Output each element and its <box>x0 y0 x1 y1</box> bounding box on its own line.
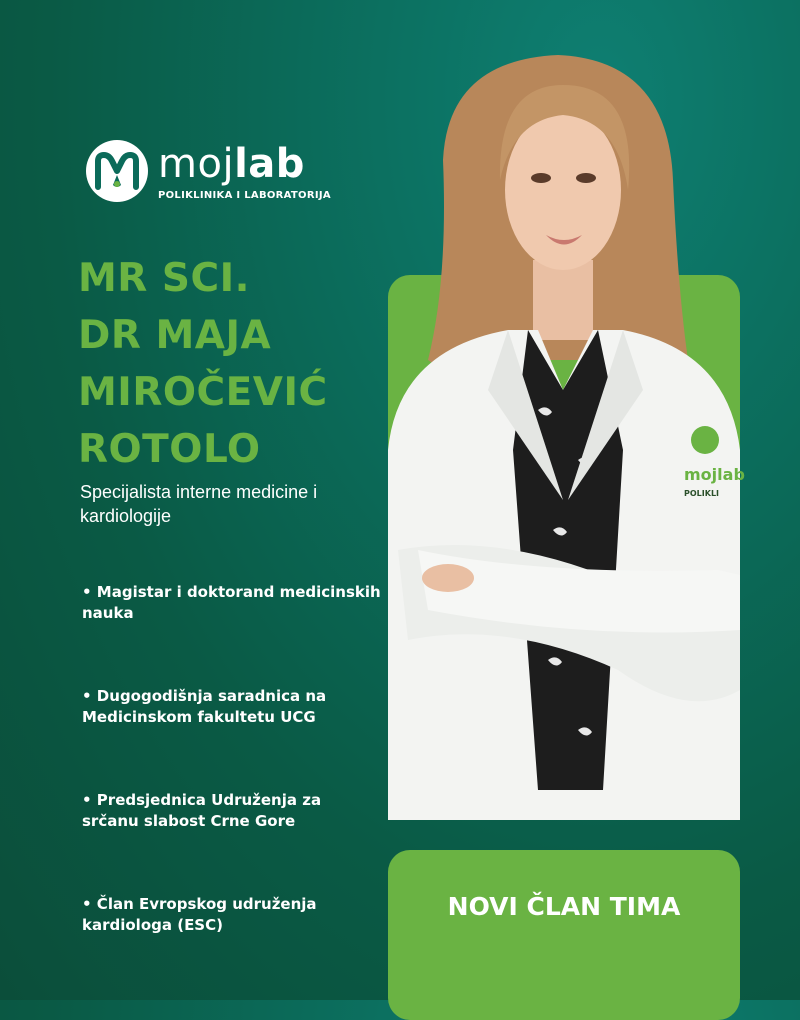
svg-text:POLIKLI: POLIKLI <box>684 489 720 498</box>
brand-name: mojlab <box>158 140 305 187</box>
doctor-name-heading <box>78 250 328 478</box>
title-line: MR SCI. <box>78 256 250 301</box>
title-line: ROTOLO <box>78 427 261 472</box>
specialty-subtitle: Specijalista interne medicine i kardiologije <box>80 482 318 526</box>
title-line: DR MAJA <box>78 313 272 358</box>
new-team-member-banner <box>388 850 740 1020</box>
brand-tagline: POLIKLINIKA I LABORATORIJA <box>158 189 331 201</box>
credential-item: • Predsjednica Udruženja za srčanu slabost Crne Gore <box>82 791 322 830</box>
title-line: MIROČEVIĆ <box>78 370 328 415</box>
doctor-portrait-icon <box>388 30 745 820</box>
credentials-list <box>82 582 382 998</box>
svg-text:mojlab: mojlab <box>684 465 745 484</box>
brand-logo <box>86 140 331 202</box>
credential-item: • Magistar i doktorand medicinskih nauka <box>82 583 381 622</box>
banner-label: NOVI ČLAN TIMA <box>447 892 681 921</box>
credential-item: • Dugogodišnja saradnica na Medicinskom fakultetu UCG <box>82 687 327 726</box>
logo-mark-icon <box>86 140 148 202</box>
credential-item: • Član Evropskog udruženja kardiologa (ESC) <box>82 895 317 934</box>
